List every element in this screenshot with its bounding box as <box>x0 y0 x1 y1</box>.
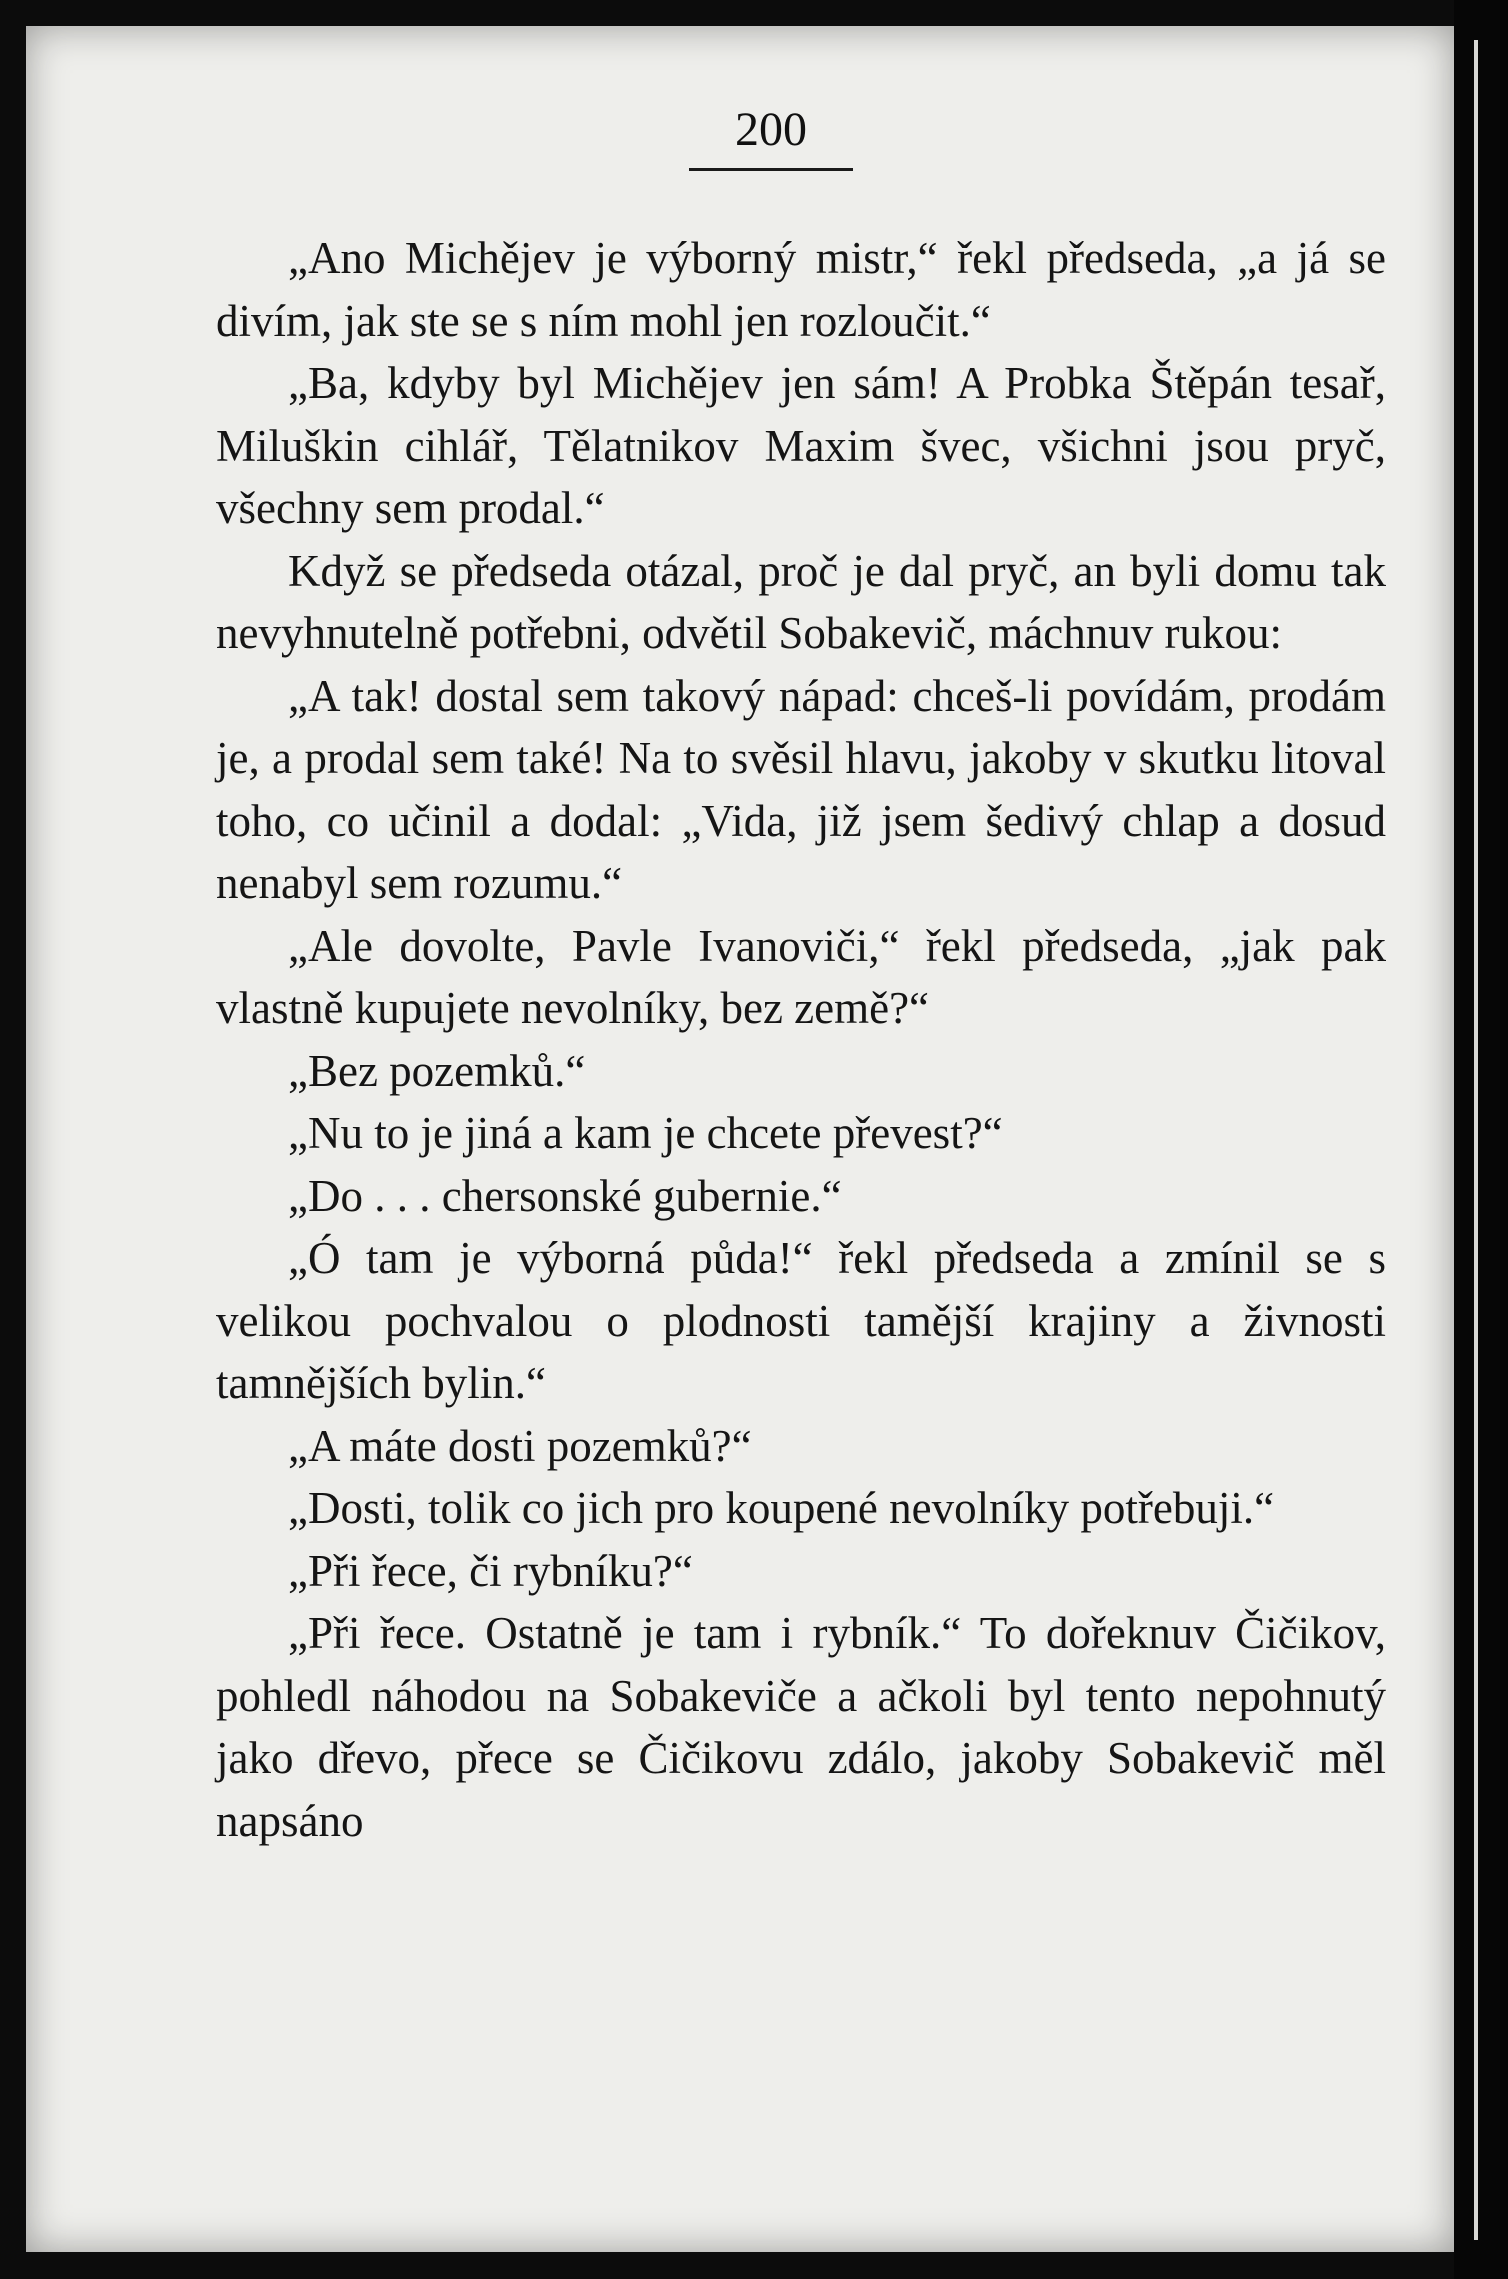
paragraph: „Ano Michějev je výborný mistr,“ řekl předseda, „a já se divím, jak ste se s ním mohl jen rozloučit.“ <box>216 233 1386 346</box>
page-header <box>681 103 861 156</box>
paragraph: „A máte dosti pozemků?“ <box>288 1420 752 1471</box>
paragraph: „Ó tam je výborná půda!“ řekl předseda a zmínil se s velikou pochvalou o plodnosti tamější krajiny a živnosti tamnějších bylin.“ <box>216 1233 1386 1408</box>
page-number-rule <box>689 168 853 171</box>
page-number: 200 <box>735 103 807 156</box>
paragraph: „Bez pozemků.“ <box>288 1045 586 1096</box>
paragraph: „A tak! dostal sem takový nápad: chceš-li povídám, prodám je, a prodal sem také! Na to svěsil hlavu, jakoby v skutku litoval toho, co učinil a dodal: „Vida, již jsem šedivý chlap a dosud nenabyl sem rozumu.“ <box>216 670 1386 908</box>
scan-edge-line <box>1474 40 1478 2240</box>
paragraph: „Při řece. Ostatně je tam i rybník.“ To dořeknuv Čičikov, pohledl náhodou na Sobakeviče a ačkoli byl tento nepohnutý jako dřevo, přece se Čičikovu zdálo, jakoby Sobakevič měl napsáno <box>216 1608 1386 1846</box>
paragraph: „Ba, kdyby byl Michějev jen sám! A Probka Štěpán tesař, Miluškin cihlář, Tělatnikov Maxim švec, všichni jsou pryč, všechny sem prodal.“ <box>216 358 1386 533</box>
scan-edge <box>1454 0 1508 2279</box>
book-page <box>26 26 1454 2252</box>
paragraph: Když se předseda otázal, proč je dal pryč, an byli domu tak nevyhnutelně potřebni, odvětil Sobakevič, máchnuv rukou: <box>216 545 1386 658</box>
body-text <box>216 227 1386 1852</box>
paragraph: „Dosti, tolik co jich pro koupené nevolníky potřebuji.“ <box>288 1483 1275 1533</box>
paragraph: „Ale dovolte, Pavle Ivanoviči,“ řekl předseda, „jak pak vlastně kupujete nevolníky, bez země?“ <box>216 920 1386 1033</box>
paragraph: „Do . . . chersonské gubernie.“ <box>288 1170 842 1221</box>
paragraph: „Nu to je jiná a kam je chcete převest?“ <box>288 1108 1003 1158</box>
paragraph: „Při řece, či rybníku?“ <box>288 1545 693 1596</box>
